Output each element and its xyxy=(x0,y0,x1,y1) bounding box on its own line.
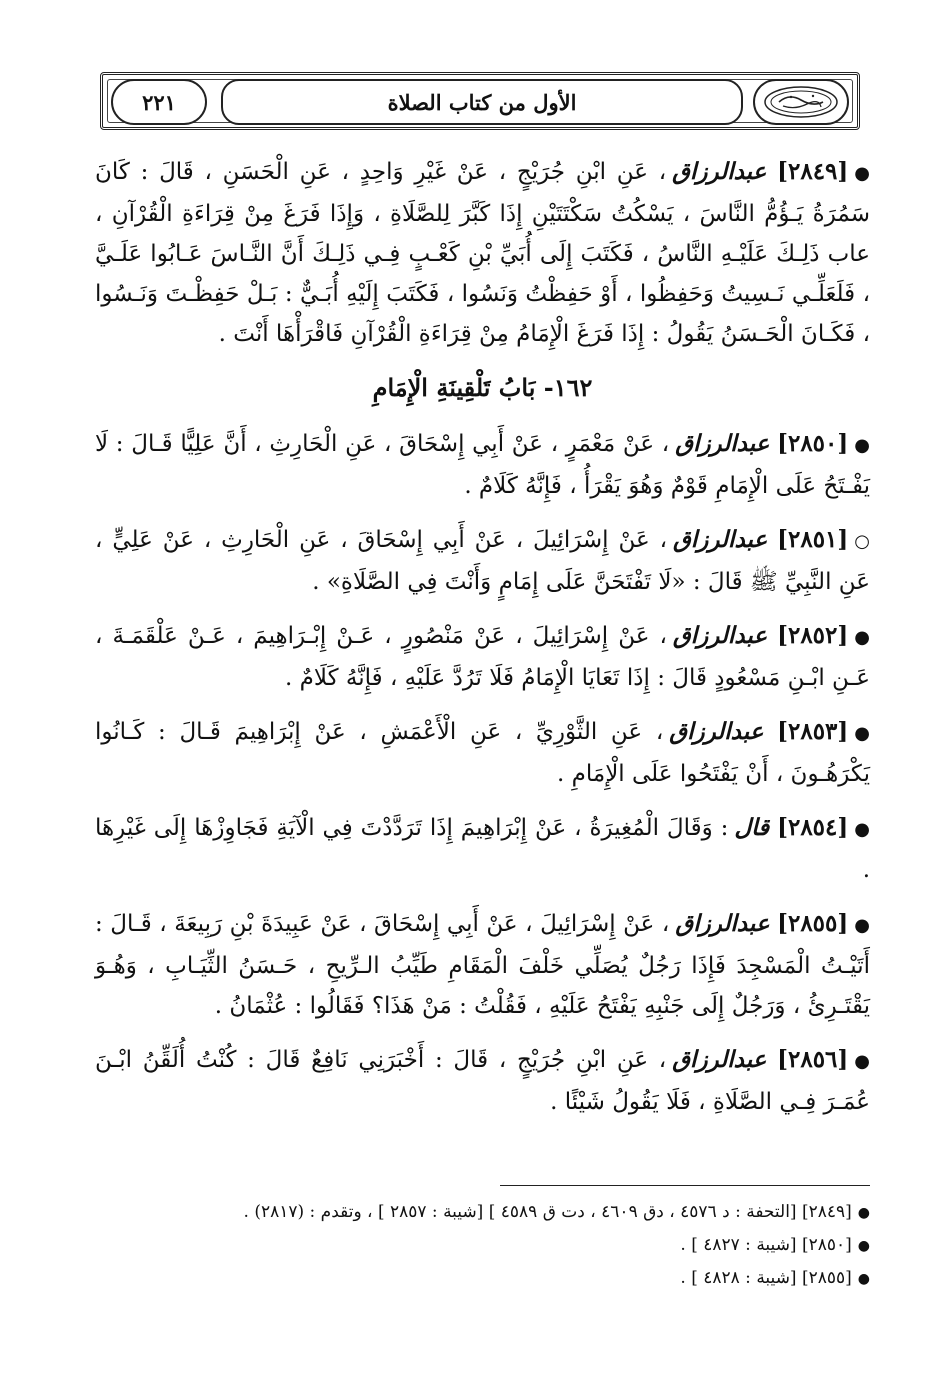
main-text xyxy=(95,152,870,1136)
footnote-divider xyxy=(500,1185,870,1186)
narrator: عبدالرزاق xyxy=(672,622,768,649)
narrator: عبدالرزاق xyxy=(675,910,770,937)
footnote-item xyxy=(95,1196,870,1229)
hadith-number: [٢٨٥٢] xyxy=(777,622,849,649)
narrator: عبدالرزاق xyxy=(673,526,768,553)
hadith-text: ، عَنِ ابْنِ جُرَيْجٍ ، عَنْ غَيْرِ وَاحِدٍ ، عَنِ الْحَسَنِ ، قَالَ : كَانَ سَمُرَةُ يَـؤُمُّ النَّاسَ ، يَسْكُتُ سَكْتَتَيْنِ إِذَا كَبَّرَ لِلصَّلَاةِ ، وَإِذَا فَرَغَ مِنْ قِرَاءَةِ الْقُرْآنِ ، عاب ذَلِـكَ عَلَيْـهِ النَّاسُ ، فَكَتَبَ إِلَى أُبَيِّ بْنِ كَعْـبٍ فِـي ذَلِـكَ أَنَّ النَّـاسَ عَـابُوا عَلَـيَّ ، فَلَعَلِّـي نَـسِيتُ وَحَفِظُوا ، أَوْ حَفِظْتُ وَنَسُوا ، فَكَتَبَ إِلَيْهِ أُبَـيٌّ : بَـلْ حَفِظْـتَ وَنَـسُوا ، فَكَـانَ الْحَـسَنُ يَقُولُ : إِذَا فَرَغَ الْإِمَامُ مِنْ قِرَاءَةِ الْقُرْآنِ فَاقْرَأْهَا أَنْتَ . xyxy=(95,159,870,347)
hadith-number: [٢٨٥٥] xyxy=(777,910,849,937)
page-header-frame xyxy=(100,72,860,130)
hadith-text: ، عَنِ الثَّوْرِيِّ ، عَنِ الْأَعْمَشِ ، عَنْ إِبْرَاهِيمَ قَـالَ : كَـانُوا يَكْرَهُـونَ ، أَنْ يَفْتَحُوا عَلَى الْإِمَامِ . xyxy=(95,719,870,787)
hadith-text: ، عَنْ إِسْرَائِيلَ ، عَنْ أَبِي إِسْحَاقَ ، عَنْ عَبِيدَةَ بْنِ رَبِيعَةَ ، قَـالَ : أَتَيْـتُ الْمَسْجِدَ فَإِذَا رَجُلٌ يُصَلِّي خَلْفَ الْمَقَامِ طَيِّبُ الـرِّيحِ ، حَـسَنُ الثِّيَـابِ ، وَهُـوَ يَقْتَـرِئُ ، وَرَجُلٌ إِلَى جَنْبِهِ يَفْتَحُ عَلَيْهِ ، فَقُلْتُ : مَنْ هَذَا؟ فَقَالُوا : عُثْمَانُ . xyxy=(95,911,870,1019)
hadith-text: ، عَنِ ابْنِ جُرَيْجٍ ، قَالَ : أَخْبَرَنِي نَافِعٌ قَالَ : كُنْتُ أُلَقِّنُ ابْـنَ عُمَـرَ فِـي الصَّلَاةِ ، فَلَا يَقُولُ شَيْئًا . xyxy=(95,1047,870,1115)
narrator: عبدالرزاق xyxy=(669,718,764,745)
hadith-text: ، عَنْ إِسْرَائِيلَ ، عَنْ أَبِي إِسْحَاقَ ، عَنِ الْحَارِثِ ، عَنْ عَلِيٍّ ، عَنِ النَّبِيِّ ﷺ قَالَ : «لَا تَفْتَحَنَّ عَلَى إِمَامٍ وَأَنْتَ فِي الصَّلَاةِ» . xyxy=(95,527,870,595)
book-logo-icon xyxy=(761,83,841,121)
footnote-marker: ● xyxy=(857,1271,870,1287)
narrator: عبدالرزاق xyxy=(672,158,767,185)
footnote-marker: ● xyxy=(857,1205,870,1221)
hadith-marker: ● xyxy=(854,819,870,840)
page-number: ٢٢١ xyxy=(142,89,176,115)
hadith-text: ، عَنْ مَعْمَرٍ ، عَنْ أَبِي إِسْحَاقَ ، عَنِ الْحَارِثِ ، أَنَّ عَلِيًّا قَـالَ : لَا يَفْـتَحُ عَلَى الْإِمَامِ قَوْمٌ وَهُوَ يَقْرَأُ ، فَإِنَّهُ كَلَامٌ . xyxy=(95,431,870,499)
hadith-marker: ● xyxy=(854,627,870,648)
hadith-text: ، عَنْ إِسْرَائِيلَ ، عَنْ مَنْصُورٍ ، عَـنْ إِبْـرَاهِيمَ ، عَـنْ عَلْقَمَـةَ ، عَـنِ ابْـنِ مَسْعُودٍ قَالَ : إِذَا تَعَايَا الْإِمَامُ فَلَا تَرُدَّ عَلَيْهِ ، فَإِنَّهُ كَلَامٌ . xyxy=(95,623,870,691)
footnote-marker: ● xyxy=(857,1238,870,1254)
footnotes xyxy=(95,1196,870,1295)
footnote-item xyxy=(95,1229,870,1262)
hadith-text: : وَقَالَ الْمُغِيرَةُ ، عَنْ إِبْرَاهِيمَ إِذَا تَرَدَّدْتَ فِي الْآيَةِ فَجَاوِزْهَا إِلَى غَيْرِهَا . xyxy=(95,815,870,883)
hadith-number: [٢٨٥٠] xyxy=(777,430,849,457)
footnote-item xyxy=(95,1262,870,1295)
hadith-number: [٢٨٥٣] xyxy=(777,718,849,745)
page-number-plaque xyxy=(111,79,207,125)
hadith-number: [٢٨٥١] xyxy=(777,526,849,553)
hadith-2855 xyxy=(95,904,870,1026)
hadith-2854 xyxy=(95,808,870,890)
hadith-2852 xyxy=(95,616,870,698)
narrator: قال xyxy=(734,814,770,841)
narrator: عبدالرزاق xyxy=(675,430,770,457)
hadith-number: [٢٨٥٤] xyxy=(777,814,849,841)
hadith-marker: ● xyxy=(854,163,871,184)
hadith-marker: ○ xyxy=(854,531,871,552)
hadith-marker: ● xyxy=(854,915,870,936)
footnote-text: [٢٨٤٩] [التحفة : د ٤٥٧٦ ، دق ٤٦٠٩ ، دت ق ٤٥٨٩ ] [شيبة : ٢٨٥٧ ] ، وتقدم : (٢٨١٧) . xyxy=(243,1202,852,1222)
hadith-2850 xyxy=(95,424,870,506)
running-title-plaque xyxy=(221,79,743,125)
hadith-number: [٢٨٥٦] xyxy=(777,1046,849,1073)
book-logo-plaque xyxy=(753,79,849,125)
hadith-marker: ● xyxy=(854,723,871,744)
hadith-number: [٢٨٤٩] xyxy=(777,158,849,185)
chapter-heading: ١٦٢- بَابُ تَلْقِينَةِ الْإِمَامِ xyxy=(372,373,593,402)
hadith-2849 xyxy=(95,152,870,354)
running-title: الأول من كتاب الصلاة xyxy=(387,89,577,115)
narrator: عبدالرزاق xyxy=(672,1046,767,1073)
hadith-2851 xyxy=(95,520,870,602)
footnote-text: [٢٨٥٠] [شيبة : ٤٨٢٧ ] . xyxy=(680,1235,852,1255)
hadith-marker: ● xyxy=(854,1051,871,1072)
hadith-2856 xyxy=(95,1040,870,1122)
hadith-2853 xyxy=(95,712,870,794)
hadith-marker: ● xyxy=(854,435,870,456)
footnote-text: [٢٨٥٥] [شيبة : ٤٨٢٨ ] . xyxy=(680,1268,852,1288)
